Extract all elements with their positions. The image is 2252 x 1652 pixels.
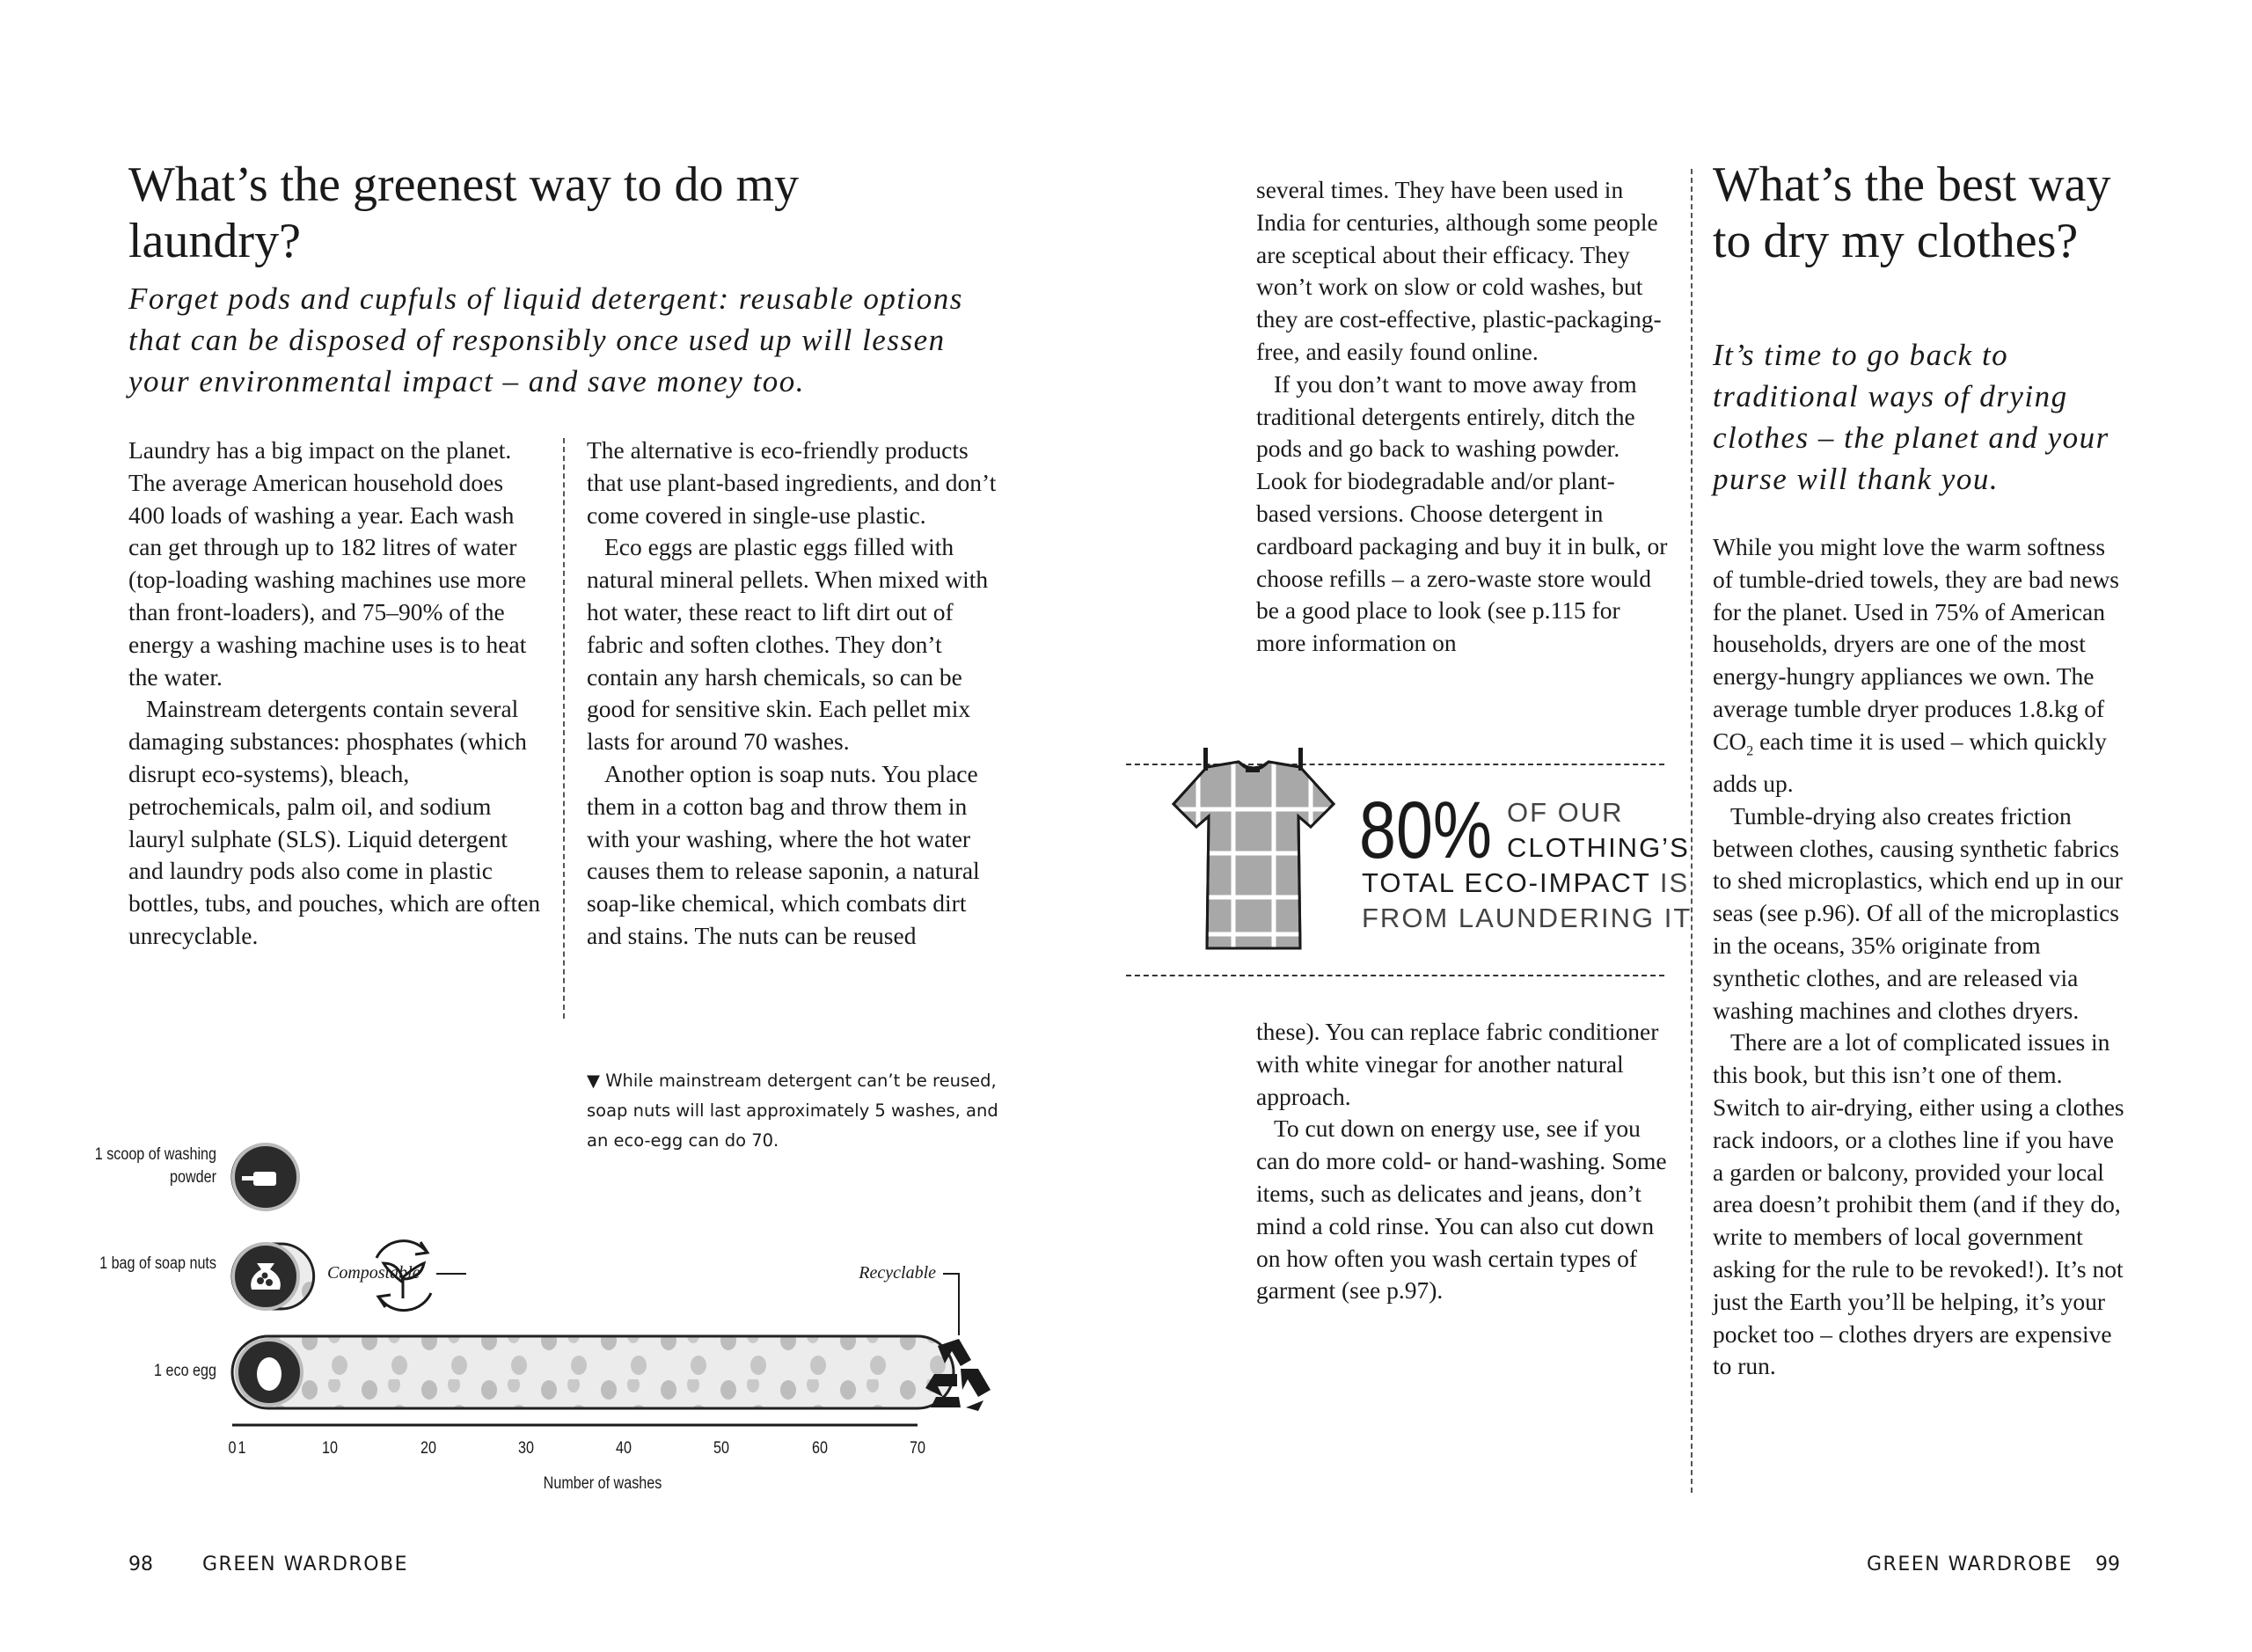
stat-line-2: CLOTHING’S [1507,832,1690,863]
stat-line-1: OF OUR [1507,797,1624,828]
page-number-right: 99 [2095,1553,2120,1575]
x-tick-label: 0 [228,1439,237,1458]
right-page-title: What’s the best way to dry my clothes? [1713,157,2111,268]
paragraph: Tumble-drying also creates friction between clothes, causing synthetic fabrics to shed microplastics, which end up in our seas (see p.96). Of all of the microplastics in the oceans, 35% originate from synthetic clothes, and are released via washing machines and clothes dryers. [1713,801,2123,1024]
x-tick-label: 40 [616,1439,632,1458]
right-column-4 [1713,531,2130,1383]
tshirt-icon [1152,739,1355,968]
x-axis-label: Number of washes [543,1474,662,1493]
right-page-standfirst: It’s time to go back to traditional ways of drying clothes – the planet and your purse will thank you. [1713,338,2109,496]
paragraph: these). You can replace fabric conditioner with white vinegar for another natural approach. [1256,1018,1659,1110]
soap-nuts-bag-icon [233,1244,298,1309]
paragraph: Eco eggs are plastic eggs filled with natural mineral pellets. When mixed with hot water, these react to lift dirt out of fabric and soften clothes. They don’t contain any harsh chemicals, so can be good for sensitive skin. Each pellet mix lasts for around 70 washes. [587,533,989,756]
paragraph: Mainstream detergents contain several damaging substances: phosphates (which disrupt eco-systems), bleach, petrochemicals, palm oil, and sodium lauryl sulphate (SLS). Liquid detergent and laundry pods also come in plastic bottles, tubs, and pouches, which are often unrecyclable. [128,695,541,949]
x-tick-label: 10 [322,1439,339,1458]
chart-caption: ▼ While mainstream detergent can’t be reused, soap nuts will last approximately 5 washes, and an eco-egg can do 70. [587,1071,998,1151]
x-tick-label: 20 [420,1439,436,1458]
column-divider [1691,169,1693,1493]
running-head-left: GREEN WARDROBE [202,1553,409,1575]
stat-line-4: FROM LAUNDERING IT [1362,903,1693,933]
co2-subscript: 2 [1746,743,1754,759]
infographic-bottom-rule [1126,975,1664,976]
x-tick-label: 30 [517,1439,534,1458]
paragraph: Another option is soap nuts. You place them in a cotton bag and throw them in with your washing, where the hot water causes them to release saponin, a natural soap-like chemical, which combats dirt and stains. The nuts can be reused [587,759,980,949]
paragraph-text: each time it is used – which quickly adds up. [1713,727,2107,798]
running-head-right: GREEN WARDROBE [1867,1553,2073,1575]
x-tick-label: 50 [713,1439,730,1458]
page-number-left: 98 [128,1553,153,1575]
x-tick-label: 70 [910,1439,925,1458]
left-page-standfirst: Forget pods and cupfuls of liquid detergent: reusable options that can be disposed of responsibly once used up will lessen your environmental impact – and save money too. [128,281,963,398]
chart-bar [232,1336,954,1408]
x-tick-label: 60 [811,1439,828,1458]
chart-category-label: 1 scoop of washing powder [94,1145,216,1187]
paragraph: The alternative is eco-friendly products that use plant-based ingredients, and don’t come covered in single-use plastic. [587,436,997,529]
paragraph: Laundry has a big impact on the planet. The average American household does 400 loads of washing a year. Each wash can get through up to 182 litres of water (top-loading washing machines use more than front-loaders), and 75–90% of the energy a washing machine uses is to heat the water. [128,436,527,691]
stat-line-3 [1362,867,1689,899]
stat-line-3-strong: TOTAL ECO-IMPACT [1362,867,1651,898]
left-page-title: What’s the greenest way to do my laundry? [128,157,800,268]
paragraph: If you don’t want to move away from traditional detergents entirely, ditch the pods and go back to washing powder. Look for biodegradable and/or plant-based versions. Choose detergent in cardboard packaging and buy it in bulk, or choose refills – a zero-waste store would be a good place to look (see p.115 for more information on [1256,369,1668,657]
scoop-icon [233,1144,298,1210]
compostable-annotation: Compostable [327,1263,420,1283]
x-tick-label: 1 [238,1439,246,1458]
stat-line-3-light: IS [1650,867,1690,898]
paragraph: There are a lot of complicated issues in this book, but this isn’t one of them. Switch to air-drying, either using a clothes rack indoors, or a clothes line if you have a garden or balcony, provided your local area doesn’t prohibit them (and if they do, write to members of local government asking for the rule to be revoked!). It’s not just the Earth you’ll be helping, it’s your pocket too – clothes dryers are expensive to run. [1713,1028,2124,1380]
recyclable-annotation: Recyclable [859,1263,936,1283]
paragraph: To cut down on energy use, see if you can do more cold- or hand-washing. Some items, such as delicates and jeans, don’t mind a cold rinse. You can also cut down on how often you wash certain types of garment (see p.97). [1256,1115,1667,1305]
right-column-3-bottom [1256,1016,1670,1307]
chart-category-label: 1 bag of soap nuts [99,1254,216,1273]
chart-category-label: 1 eco egg [154,1362,216,1380]
paragraph [1713,531,2130,800]
egg-icon [237,1340,302,1405]
paragraph: several times. They have been used in India for centuries, although some people are sceptical about their efficacy. They won’t work on slow or cold washes, but they are cost-effective, plastic-packaging-free, and easily found online. [1256,176,1662,365]
paragraph-text: While you might love the warm softness of tumble-dried towels, they are bad news for the planet. Used in 75% of American households, dryers are one of the most energy-hungry appliances we own. The average tumble dryer produces 1.8.kg of CO [1713,533,2120,755]
stat-percentage: 80% [1359,786,1492,875]
right-column-3-top [1256,174,1670,660]
